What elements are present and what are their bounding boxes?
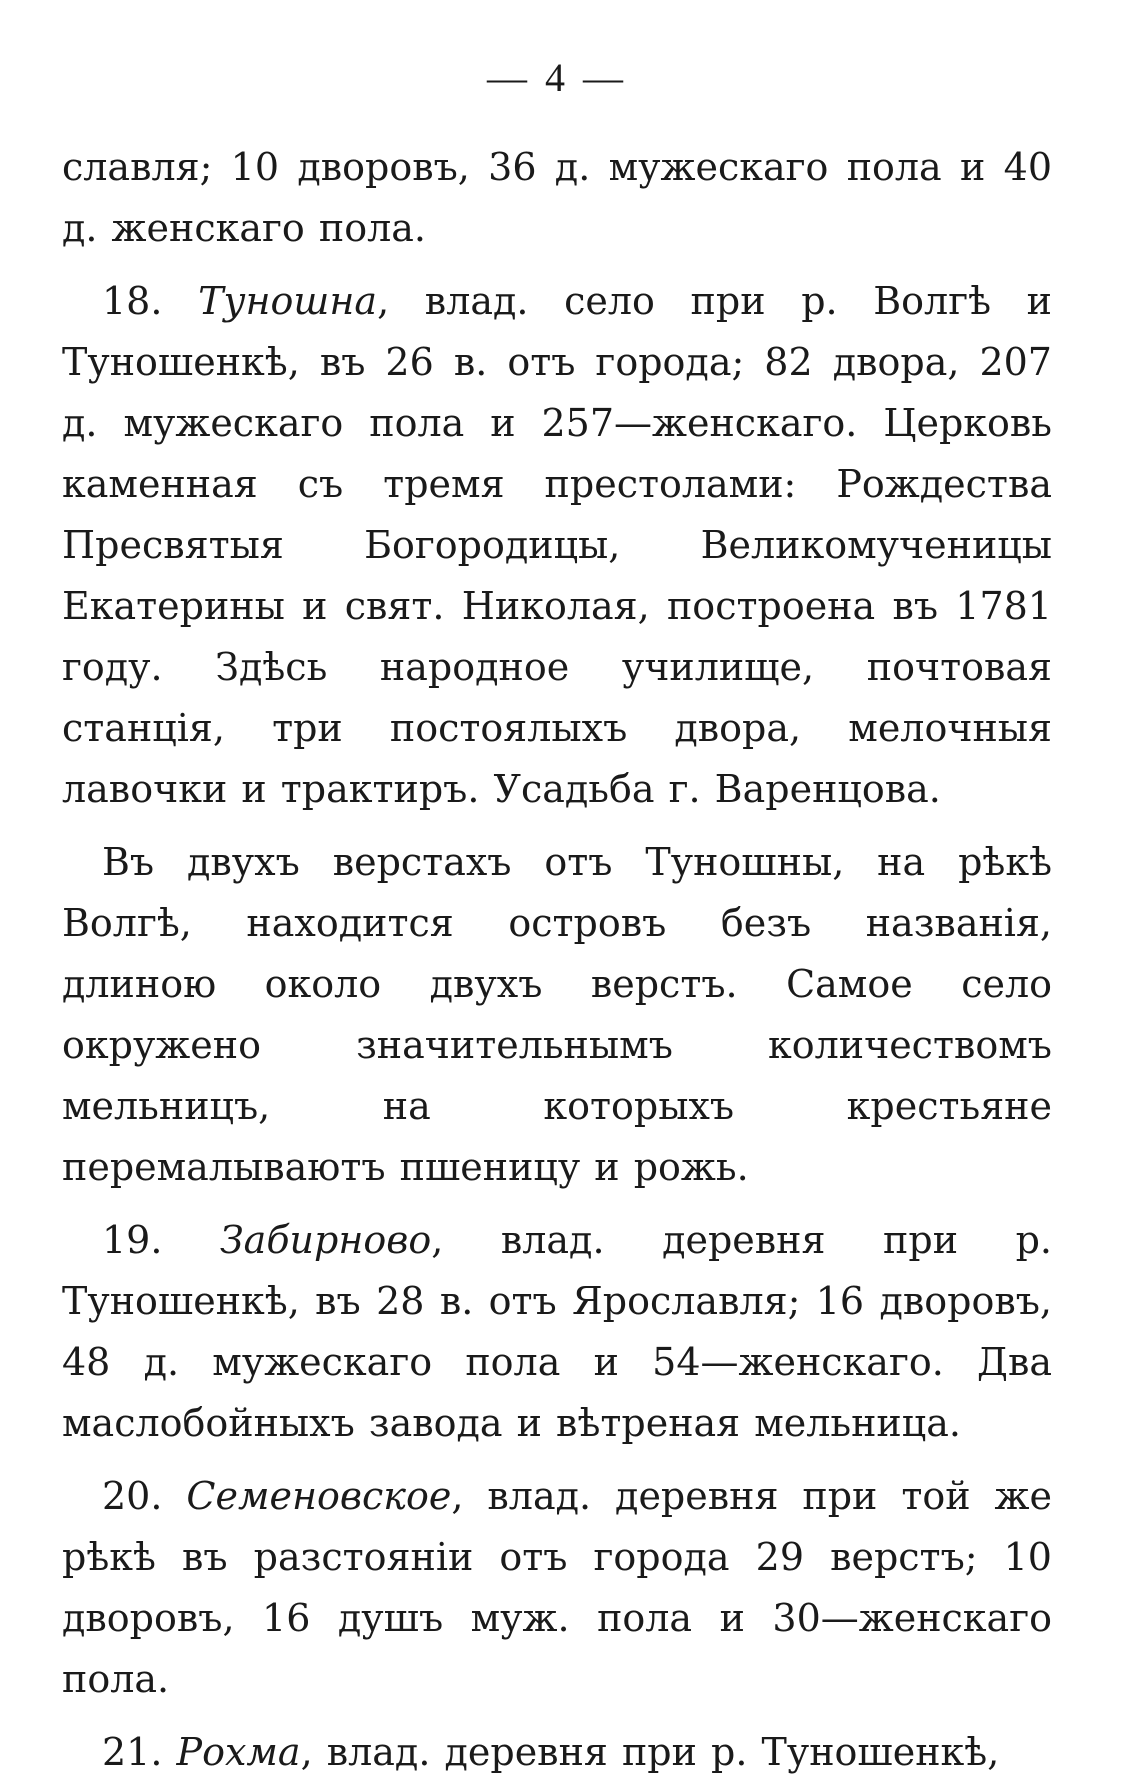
entry-19 [62,1210,1052,1454]
place-name: Забирново [220,1218,432,1262]
paragraph-text: Въ двухъ верстахъ отъ Туношны, на рѣкѣ Волгѣ, находится островъ безъ названiя, длиною около двухъ верстъ. Самое село окружено значительнымъ количествомъ мельницъ, на которыхъ крестьяне перемалываютъ пшеницу и рожь. [62,840,1052,1189]
entry-text: , влад. деревня при р. Туношенкѣ, [300,1730,1000,1774]
entry-number: 18. [102,279,163,323]
paragraph-continuation [62,137,1052,259]
entry-number: 21. [102,1730,163,1774]
paragraph-island [62,832,1052,1198]
entry-text: , влад. деревня при той же рѣкѣ въ разстоянiи отъ города 29 верстъ; 10 дворовъ, 16 душъ муж. пола и 30—женскаго пола. [62,1474,1052,1701]
entry-18 [62,271,1052,820]
entry-number: 19. [102,1218,163,1262]
entry-text: , влад. село при р. Волгѣ и Туношенкѣ, въ 26 в. отъ города; 82 двора, 207 д. мужескаго пола и 257—женскаго. Церковь каменная съ тремя престолами: Рождества Пресвятыя Богородицы, Великомученицы Екатерины и свят. Николая, построена въ 1781 году. Здѣсь народное училище, почтовая станцiя, три постоялыхъ двора, мелочныя лавочки и трактиръ. Усадьба г. Варенцова. [62,279,1052,811]
entry-21 [62,1722,1052,1783]
entry-20 [62,1466,1052,1710]
page-number: — 4 — [487,55,627,100]
place-name: Туношна [198,279,378,323]
paragraph-text: славля; 10 дворовъ, 36 д. мужескаго пола и 40 д. женскаго пола. [62,145,1052,250]
entry-number: 20. [102,1474,163,1518]
place-name: Семеновское [186,1474,452,1518]
document-page [62,40,1052,1783]
entry-text: , влад. деревня при р. Туношенкѣ, въ 28 в. отъ Ярославля; 16 дворовъ, 48 д. мужескаго пола и 54—женскаго. Два маслобойныхъ завода и вѣтреная мельница. [62,1218,1052,1445]
place-name: Рохма [176,1730,301,1774]
